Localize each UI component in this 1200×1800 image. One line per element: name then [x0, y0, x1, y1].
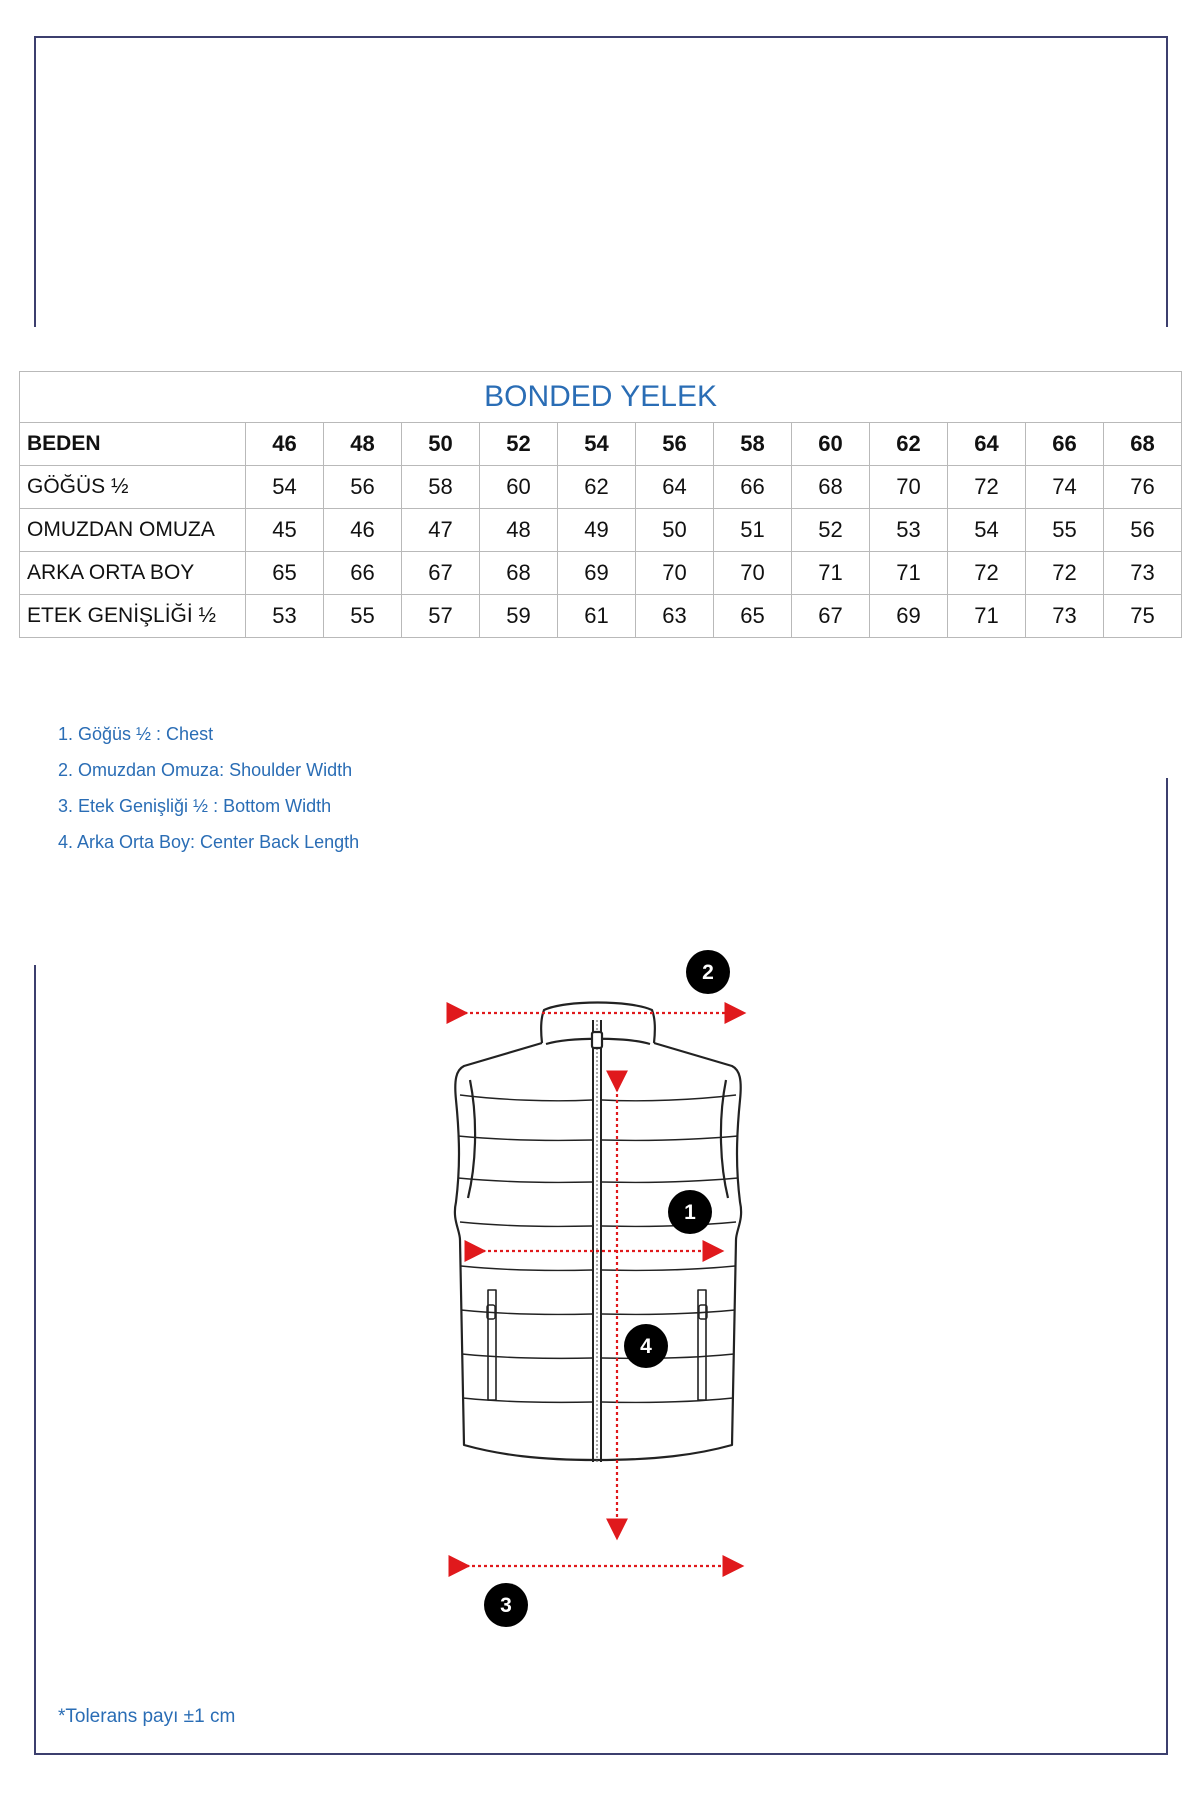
badge-4	[624, 1324, 668, 1368]
table-cell: 63	[636, 595, 714, 638]
frame-bottom-line	[34, 1753, 1168, 1755]
frame-top-line	[34, 36, 1168, 38]
size-46: 46	[246, 423, 324, 466]
table-cell: 73	[1026, 595, 1104, 638]
table-cell: 68	[480, 552, 558, 595]
table-cell: 60	[480, 466, 558, 509]
table-cell: 49	[558, 509, 636, 552]
table-cell: 55	[324, 595, 402, 638]
table-cell: 65	[246, 552, 324, 595]
table-cell: 59	[480, 595, 558, 638]
measurement-legend	[58, 716, 359, 860]
table-cell: 67	[402, 552, 480, 595]
table-cell: 66	[324, 552, 402, 595]
badge-1	[668, 1190, 712, 1234]
table-cell: 69	[870, 595, 948, 638]
svg-text:2: 2	[702, 961, 714, 984]
table-cell: 74	[1026, 466, 1104, 509]
table-cell: 69	[558, 552, 636, 595]
tolerance-note: *Tolerans payı ±1 cm	[58, 1706, 236, 1727]
table-cell: 72	[948, 466, 1026, 509]
table-cell: 62	[558, 466, 636, 509]
table-cell: 53	[246, 595, 324, 638]
size-54: 54	[558, 423, 636, 466]
svg-text:1: 1	[684, 1201, 696, 1224]
table-cell: 64	[636, 466, 714, 509]
vest-measurement-diagram	[430, 940, 770, 1630]
table-cell: 55	[1026, 509, 1104, 552]
table-cell: 52	[792, 509, 870, 552]
table-cell: 70	[636, 552, 714, 595]
table-row-bottom-width	[20, 595, 1182, 638]
table-cell: 71	[792, 552, 870, 595]
size-48: 48	[324, 423, 402, 466]
table-row-chest	[20, 466, 1182, 509]
size-56: 56	[636, 423, 714, 466]
frame-left-top-line	[34, 36, 36, 327]
legend-item-back-length: 4. Arka Orta Boy: Center Back Length	[58, 832, 360, 852]
table-cell: 71	[948, 595, 1026, 638]
table-cell: 75	[1104, 595, 1182, 638]
row-label-back-length: ARKA ORTA BOY	[20, 552, 246, 595]
size-58: 58	[714, 423, 792, 466]
table-cell: 50	[636, 509, 714, 552]
size-66: 66	[1026, 423, 1104, 466]
size-68: 68	[1104, 423, 1182, 466]
table-cell: 72	[1026, 552, 1104, 595]
legend-item-bottom-width: 3. Etek Genişliği ½ : Bottom Width	[58, 796, 332, 816]
table-cell: 72	[948, 552, 1026, 595]
row-label-shoulder: OMUZDAN OMUZA	[20, 509, 246, 552]
badge-3	[484, 1583, 528, 1627]
svg-text:3: 3	[500, 1594, 512, 1617]
size-62: 62	[870, 423, 948, 466]
table-cell: 66	[714, 466, 792, 509]
table-cell: 68	[792, 466, 870, 509]
table-cell: 58	[402, 466, 480, 509]
svg-text:4: 4	[640, 1335, 652, 1358]
table-cell: 54	[948, 509, 1026, 552]
table-cell: 57	[402, 595, 480, 638]
frame-right-bottom-line	[1166, 778, 1168, 1755]
table-cell: 65	[714, 595, 792, 638]
table-cell: 67	[792, 595, 870, 638]
table-cell: 46	[324, 509, 402, 552]
table-cell: 70	[870, 466, 948, 509]
table-cell: 56	[324, 466, 402, 509]
size-60: 60	[792, 423, 870, 466]
table-title: BONDED YELEK	[20, 372, 1182, 423]
size-header-row	[20, 423, 1182, 466]
size-52: 52	[480, 423, 558, 466]
table-cell: 53	[870, 509, 948, 552]
badge-2	[686, 950, 730, 994]
table-cell: 76	[1104, 466, 1182, 509]
table-cell: 51	[714, 509, 792, 552]
table-row-back-length	[20, 552, 1182, 595]
size-chart-table	[19, 371, 1182, 638]
table-cell: 45	[246, 509, 324, 552]
size-50: 50	[402, 423, 480, 466]
size-64: 64	[948, 423, 1026, 466]
table-cell: 48	[480, 509, 558, 552]
table-row-shoulder	[20, 509, 1182, 552]
table-cell: 61	[558, 595, 636, 638]
table-cell: 47	[402, 509, 480, 552]
table-cell: 54	[246, 466, 324, 509]
row-label-bottom-width: ETEK GENİŞLİĞİ ½	[20, 595, 246, 638]
table-cell: 56	[1104, 509, 1182, 552]
row-label-chest: GÖĞÜS ½	[20, 466, 246, 509]
frame-left-bottom-line	[34, 965, 36, 1755]
legend-item-chest: 1. Göğüs ½ : Chest	[58, 724, 214, 744]
table-cell: 71	[870, 552, 948, 595]
table-cell: 70	[714, 552, 792, 595]
size-header-label: BEDEN	[20, 423, 246, 466]
frame-right-top-line	[1166, 36, 1168, 327]
table-cell: 73	[1104, 552, 1182, 595]
legend-item-shoulder: 2. Omuzdan Omuza: Shoulder Width	[58, 760, 353, 780]
